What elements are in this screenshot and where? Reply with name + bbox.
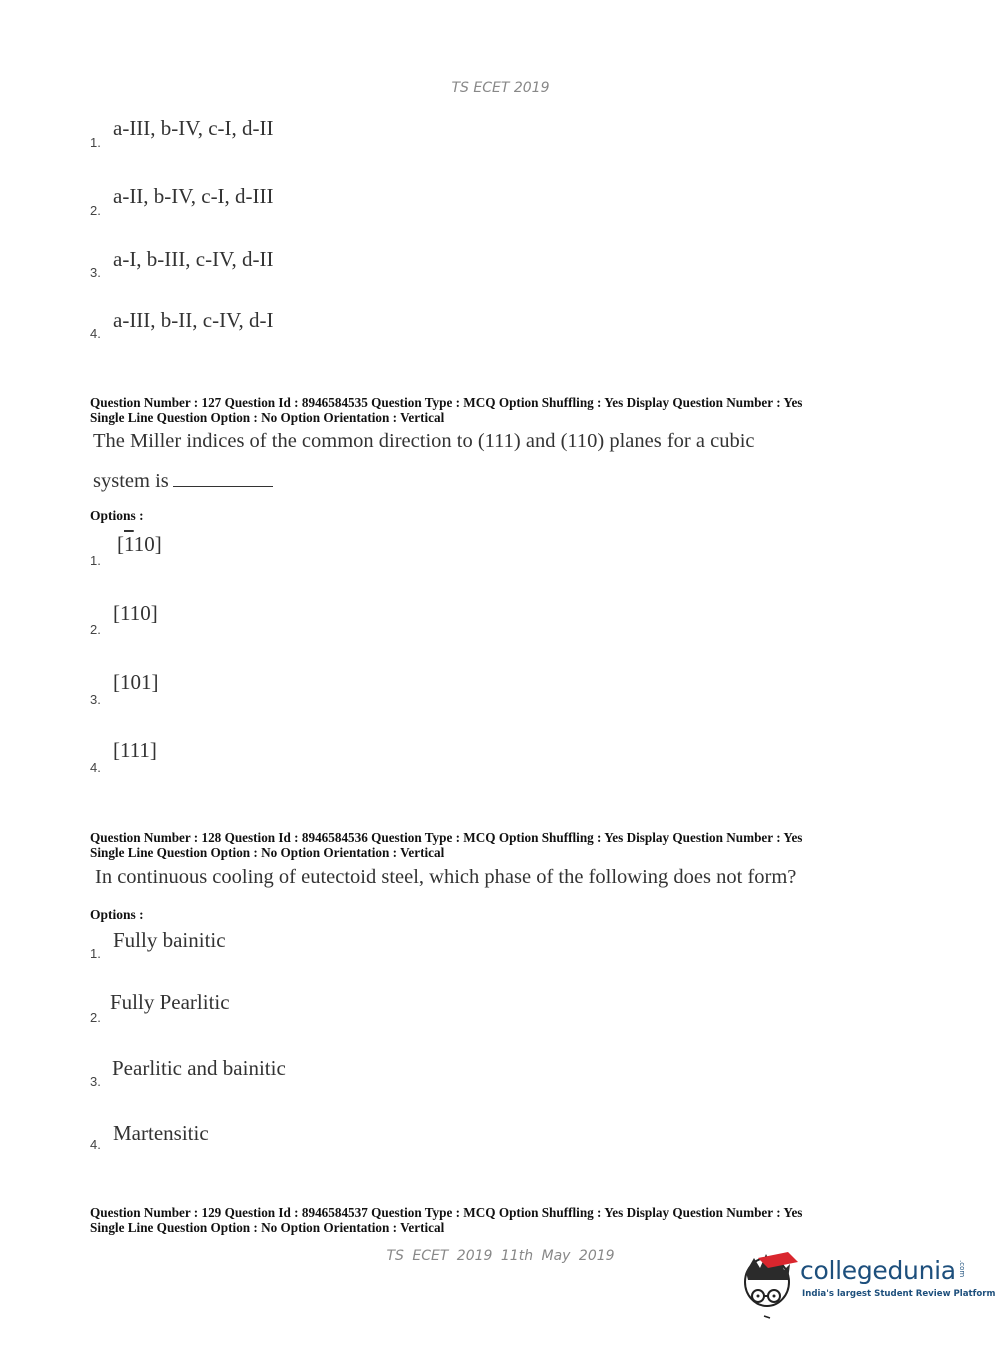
question-meta [90, 1205, 910, 1235]
question-meta-line2: Single Line Question Option : No Option Orientation : Vertical [90, 1220, 445, 1235]
option-text: [110] [117, 532, 162, 556]
option-text: a-III, b-II, c-IV, d-I [113, 308, 274, 332]
question-text-line2-label: system is [93, 470, 169, 492]
option-text: a-I, b-III, c-IV, d-II [113, 247, 274, 271]
option-text: [101] [113, 670, 159, 694]
option-number: 1. [90, 135, 101, 150]
collegedunia-logo [740, 1250, 996, 1320]
option-number: 1. [90, 946, 101, 961]
option-text: a-III, b-IV, c-I, d-II [113, 116, 274, 140]
overbar-digit: 1 [124, 532, 134, 556]
question-meta [90, 830, 910, 860]
option-text: [111] [113, 738, 157, 762]
option-text: Fully bainitic [113, 928, 226, 952]
page-header: TS ECET 2019 [451, 80, 550, 96]
option-number: 2. [90, 203, 101, 218]
question-text-line1: The Miller indices of the common direction to (111) and (110) planes for a cubic [93, 430, 755, 452]
question-text-line2 [93, 470, 273, 493]
mascot-icon [740, 1250, 800, 1320]
option-text: Martensitic [113, 1121, 209, 1145]
option-number: 4. [90, 1137, 101, 1152]
option-number: 4. [90, 760, 101, 775]
option-number: 4. [90, 326, 101, 341]
option-text: Fully Pearlitic [110, 990, 230, 1014]
logo-tagline: India's largest Student Review Platform [802, 1289, 996, 1299]
option-number: 1. [90, 553, 101, 568]
logo-wordmark: collegedunia [800, 1256, 956, 1285]
question-meta [90, 395, 910, 425]
page-footer: TS ECET 2019 11th May 2019 [386, 1248, 615, 1264]
question-meta-line2: Single Line Question Option : No Option Orientation : Vertical [90, 410, 445, 425]
options-label: Options : [90, 508, 144, 523]
option-number: 2. [90, 622, 101, 637]
option-number: 3. [90, 265, 101, 280]
option-number: 3. [90, 692, 101, 707]
option-text: Pearlitic and bainitic [112, 1056, 286, 1080]
option-text: [110] [113, 601, 158, 625]
logo-suffix: .com [958, 1260, 966, 1278]
option-number: 2. [90, 1010, 101, 1025]
question-text: In continuous cooling of eutectoid steel, which phase of the following does not form? [95, 866, 797, 888]
answer-blank [173, 470, 273, 487]
question-meta-line2: Single Line Question Option : No Option Orientation : Vertical [90, 845, 445, 860]
option-text-rest: 10 [133, 532, 155, 556]
question-meta-line1: Question Number : 129 Question Id : 8946584537 Question Type : MCQ Option Shuffling : Yes Display Question Number : Yes [90, 1205, 803, 1220]
options-label: Options : [90, 907, 144, 922]
question-meta-line1: Question Number : 127 Question Id : 8946584535 Question Type : MCQ Option Shuffling : Yes Display Question Number : Yes [90, 395, 803, 410]
question-meta-line1: Question Number : 128 Question Id : 8946584536 Question Type : MCQ Option Shuffling : Yes Display Question Number : Yes [90, 830, 803, 845]
option-text: a-II, b-IV, c-I, d-III [113, 184, 274, 208]
option-number: 3. [90, 1074, 101, 1089]
